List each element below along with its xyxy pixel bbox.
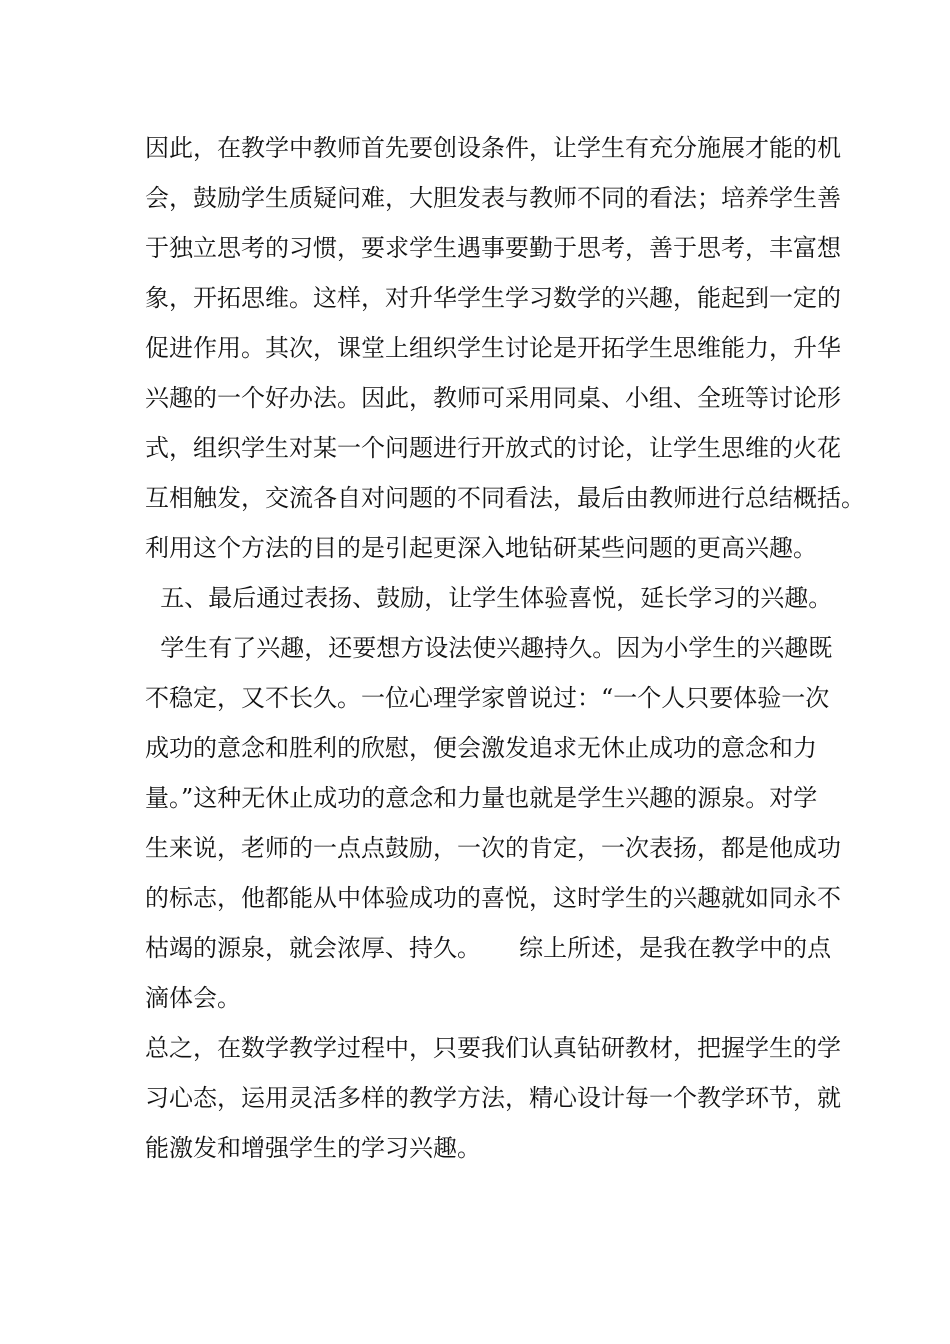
text-line: 式，组织学生对某一个问题进行开放式的讨论，让学生思维的火花 [145,434,841,462]
text-line: 会，鼓励学生质疑问难，大胆发表与教师不同的看法；培养学生善 [145,184,841,212]
text-line: 兴趣的一个好办法。因此，教师可采用同桌、小组、全班等讨论形 [145,384,841,412]
text-line: 枯竭的源泉，就会浓厚、持久。 综上所述，是我在教学中的点 [145,934,832,962]
text-line: 不稳定，又不长久。一位心理学家曾说过：“一个人只要体验一次 [145,684,830,712]
text-line: 于独立思考的习惯，要求学生遇事要勤于思考，善于思考，丰富想 [145,234,841,262]
text-line: 总之，在数学教学过程中，只要我们认真钻研教材，把握学生的学 [145,1034,841,1062]
text-line: 的标志，他都能从中体验成功的喜悦，这时学生的兴趣就如同永不 [145,884,841,912]
text-line: 能激发和增强学生的学习兴趣。 [145,1134,481,1162]
text-line: 学生有了兴趣，还要想方设法使兴趣持久。因为小学生的兴趣既 [145,634,833,662]
text-line: 促进作用。其次，课堂上组织学生讨论是开拓学生思维能力，升华 [145,334,841,362]
text-line: 象，开拓思维。这样，对升华学生学习数学的兴趣，能起到一定的 [145,284,841,312]
text-line: 互相触发，交流各自对问题的不同看法，最后由教师进行总结概括。 [145,484,865,512]
text-line: 滴体会。 [145,984,241,1012]
text-line: 生来说，老师的一点点鼓励，一次的肯定，一次表扬，都是他成功 [145,834,841,862]
text-line: 量。”这种无休止成功的意念和力量也就是学生兴趣的源泉。对学 [145,784,818,812]
text-line: 习心态，运用灵活多样的教学方法，精心设计每一个教学环节，就 [145,1084,841,1112]
section-heading: 五、最后通过表扬、鼓励，让学生体验喜悦，延长学习的兴趣。 [145,584,833,612]
text-line: 因此，在教学中教师首先要创设条件，让学生有充分施展才能的机 [145,134,841,162]
text-line: 利用这个方法的目的是引起更深入地钻研某些问题的更高兴趣。 [145,534,817,562]
text-line: 成功的意念和胜利的欣慰，便会激发追求无休止成功的意念和力 [145,734,817,762]
